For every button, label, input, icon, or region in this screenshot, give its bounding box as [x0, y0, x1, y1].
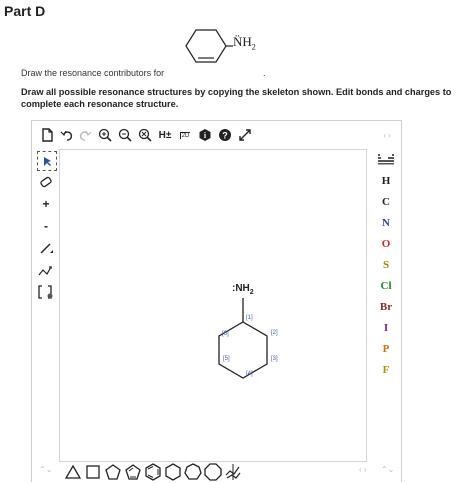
cyclopentadiene-icon[interactable] — [124, 463, 142, 481]
negative-charge-button[interactable]: - — [44, 219, 48, 233]
drawing-canvas[interactable] — [59, 149, 367, 462]
redo-icon[interactable] — [76, 126, 94, 144]
part-title: Part D — [4, 3, 46, 19]
atom-button-br[interactable]: Br — [379, 301, 393, 313]
structure-editor — [31, 120, 402, 482]
chair-template-icon[interactable] — [224, 463, 242, 481]
atom-label-3: [3] — [271, 356, 278, 362]
new-document-icon[interactable] — [38, 126, 56, 144]
single-bond-tool-icon[interactable] — [37, 239, 55, 257]
brackets-tool-icon[interactable] — [37, 283, 55, 301]
prompt-period: . — [263, 68, 266, 78]
eraser-icon[interactable] — [37, 173, 55, 191]
atom-button-h[interactable]: H — [381, 175, 391, 187]
benzene-icon[interactable] — [144, 463, 162, 481]
atom-button-i[interactable]: I — [383, 322, 389, 334]
bottom-right-updown-icon[interactable]: ⌃⌄ — [381, 465, 395, 474]
bottom-scroll-lr-icon[interactable]: ‹ › — [359, 465, 367, 474]
instructions: Draw all possible resonance structures by copying the skeleton shown. Edit bonds and charges to complete each resonance structure. — [21, 87, 452, 109]
atom-button-o[interactable]: O — [381, 238, 391, 250]
zoom-out-icon[interactable] — [116, 126, 134, 144]
svg-text:?: ? — [222, 130, 228, 141]
clear-zoom-icon[interactable] — [136, 126, 154, 144]
atom-label-6: [6] — [222, 331, 229, 337]
atom-button-s[interactable]: S — [382, 259, 390, 271]
clean-2d-button[interactable]: 2D — [181, 132, 190, 139]
chain-tool-icon[interactable] — [37, 261, 55, 279]
toolbar-scroll-arrows-icon[interactable]: ‹ › — [383, 130, 391, 140]
zoom-in-icon[interactable] — [96, 126, 114, 144]
atom-label-2: [2] — [271, 330, 278, 336]
positive-charge-button[interactable]: + — [42, 197, 50, 211]
info-icon[interactable] — [196, 126, 214, 144]
cyclopropane-icon[interactable] — [64, 463, 82, 481]
cyclooctane-icon[interactable] — [204, 463, 222, 481]
cyclobutane-icon[interactable] — [84, 463, 102, 481]
atom-label-4: [4] — [246, 371, 253, 377]
atom-button-f[interactable]: F — [382, 364, 390, 376]
atom-button-c[interactable]: C — [382, 196, 390, 208]
cyclopentane-icon[interactable] — [104, 463, 122, 481]
cyclohexene-ring — [186, 30, 226, 62]
atom-button-cl[interactable]: Cl — [380, 280, 392, 292]
header-amine-label: $N̈H_2$ — [233, 34, 256, 52]
cyclohexane-icon[interactable] — [164, 463, 182, 481]
atom-label-1: [1] — [246, 315, 253, 321]
h-plus-button[interactable]: H± — [158, 129, 172, 141]
prompt-text: Draw the resonance contributors for — [21, 68, 165, 78]
atom-label-5: [5] — [223, 356, 230, 362]
atom-button-n[interactable]: N — [382, 217, 390, 229]
svg-text:n: n — [49, 265, 53, 271]
periodic-table-icon[interactable] — [376, 153, 396, 169]
undo-icon[interactable] — [58, 126, 76, 144]
select-tool-icon[interactable] — [37, 151, 57, 171]
canvas-amine-label[interactable]: $:NH_2$ — [232, 283, 254, 296]
bottom-scroll-updown-icon[interactable]: ⌃⌄ — [39, 465, 53, 474]
help-icon[interactable] — [216, 126, 234, 144]
fullscreen-icon[interactable] — [236, 126, 254, 144]
cycloheptane-icon[interactable] — [184, 463, 202, 481]
canvas-molecule — [60, 150, 366, 461]
atom-button-p[interactable]: P — [382, 343, 390, 355]
header-molecule — [176, 26, 276, 66]
svg-text:i: i — [203, 131, 207, 140]
